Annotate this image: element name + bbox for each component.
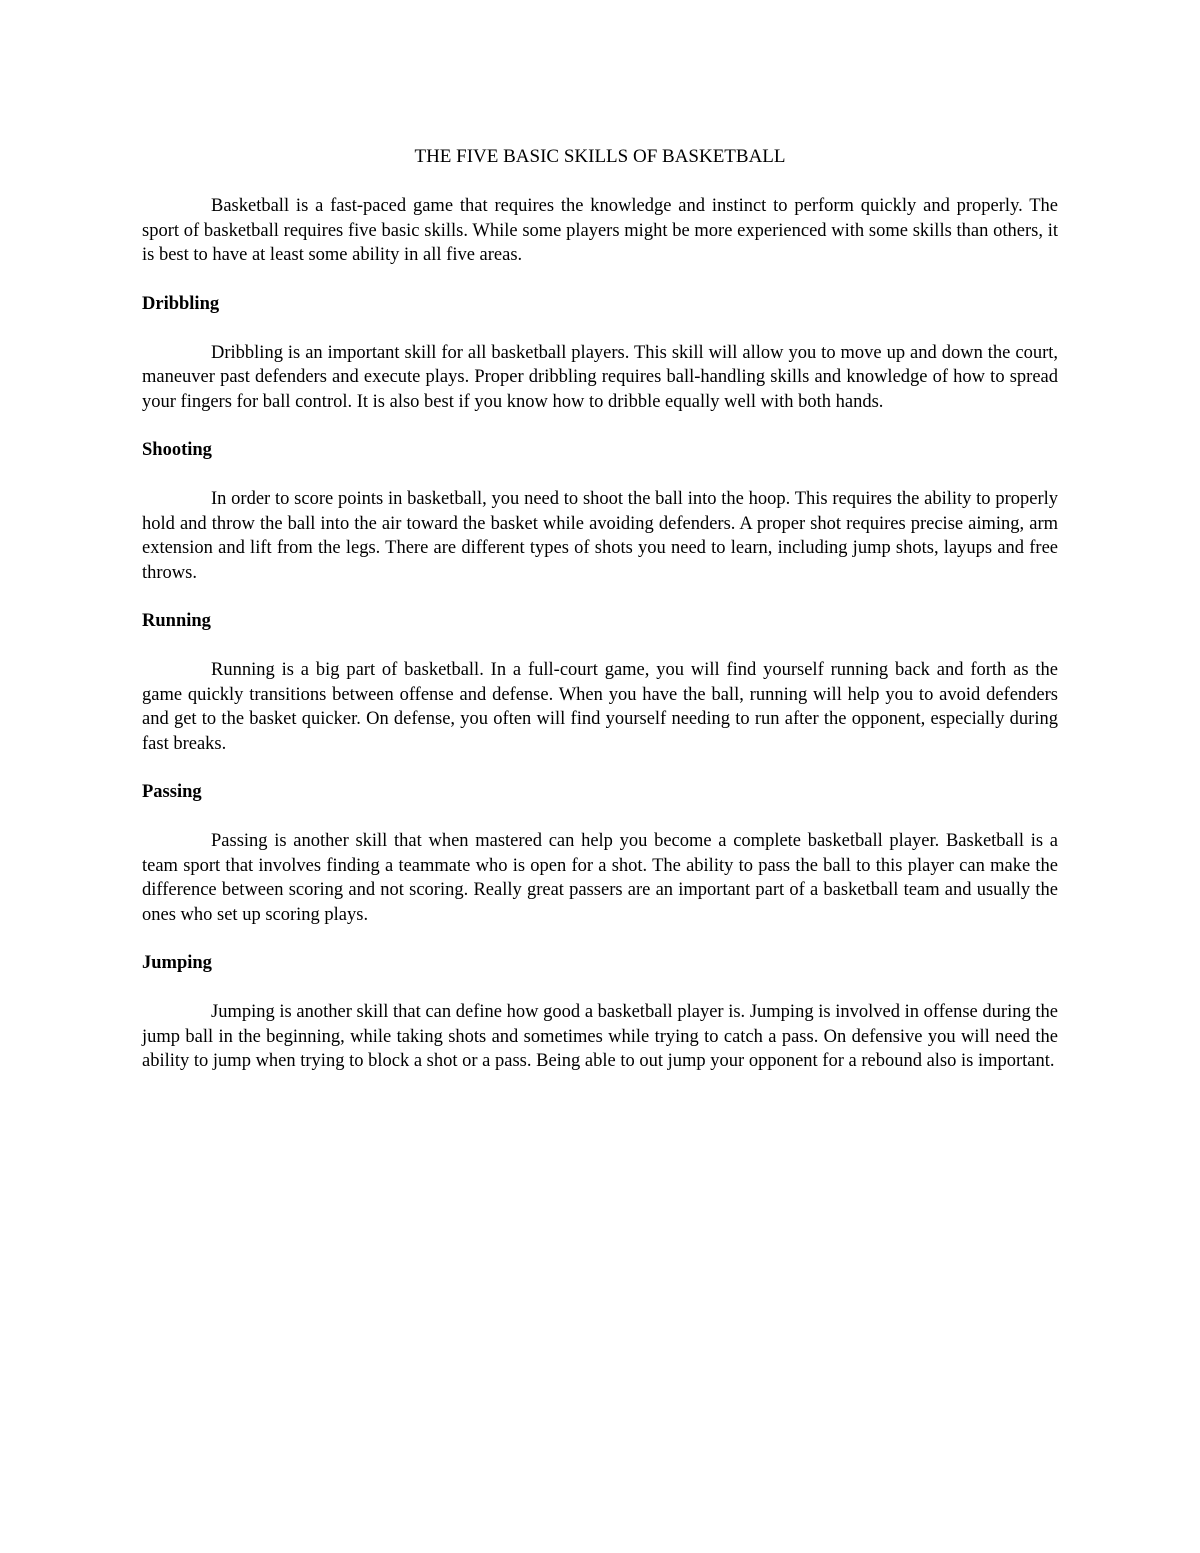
section-paragraph: Passing is another skill that when mastered can help you become a complete basketball player. Basketball is a team sport that involves finding a teammate who is open for a shot. The ability to pass the ball to this player can make the difference between scoring and not scoring. Really great passers are an important part of a basketball team and usually the ones who set up scoring plays.: [142, 831, 1058, 925]
section-running: [142, 609, 1058, 756]
section-jumping: [142, 951, 1058, 1074]
section-heading: Shooting: [142, 440, 212, 460]
section-heading: Passing: [142, 782, 202, 802]
section-paragraph: Dribbling is an important skill for all basketball players. This skill will allow you to move up and down the court, maneuver past defenders and execute plays. Proper dribbling requires ball-handling skills and knowledge of how to spread your fingers for ball control. It is also best if you know how to dribble equally well with both hands.: [142, 342, 1058, 412]
section-heading: Dribbling: [142, 293, 220, 314]
section-dribbling: [142, 292, 1058, 415]
intro-paragraph: Basketball is a fast-paced game that requires the knowledge and instinct to perform quickly and properly. The sport of basketball requires five basic skills. While some players might be more experienced with some skills than others, it is best to have at least some ability in all five areas.: [142, 196, 1058, 265]
section-shooting: [142, 438, 1058, 585]
document-page: [142, 144, 1058, 1074]
document-title: THE FIVE BASIC SKILLS OF BASKETBALL: [414, 146, 786, 167]
section-passing: [142, 780, 1058, 927]
section-heading: Jumping: [142, 953, 212, 973]
section-heading: Running: [142, 611, 211, 631]
section-paragraph: In order to score points in basketball, you need to shoot the ball into the hoop. This requires the ability to properly hold and throw the ball into the air toward the basket while avoiding defenders. A proper shot requires precise aiming, arm extension and lift from the legs. There are different types of shots you need to learn, including jump shots, layups and free throws.: [142, 489, 1058, 583]
section-paragraph: Running is a big part of basketball. In a full-court game, you will find yourself running back and forth as the game quickly transitions between offense and defense. When you have the ball, running will help you to avoid defenders and get to the basket quicker. On defense, you often will find yourself needing to run after the opponent, especially during fast breaks.: [142, 660, 1058, 754]
section-paragraph: Jumping is another skill that can define how good a basketball player is. Jumping is involved in offense during the jump ball in the beginning, while taking shots and sometimes while trying to catch a pass. On defensive you will need the ability to jump when trying to block a shot or a pass. Being able to out jump your opponent for a rebound also is important.: [142, 1002, 1058, 1071]
